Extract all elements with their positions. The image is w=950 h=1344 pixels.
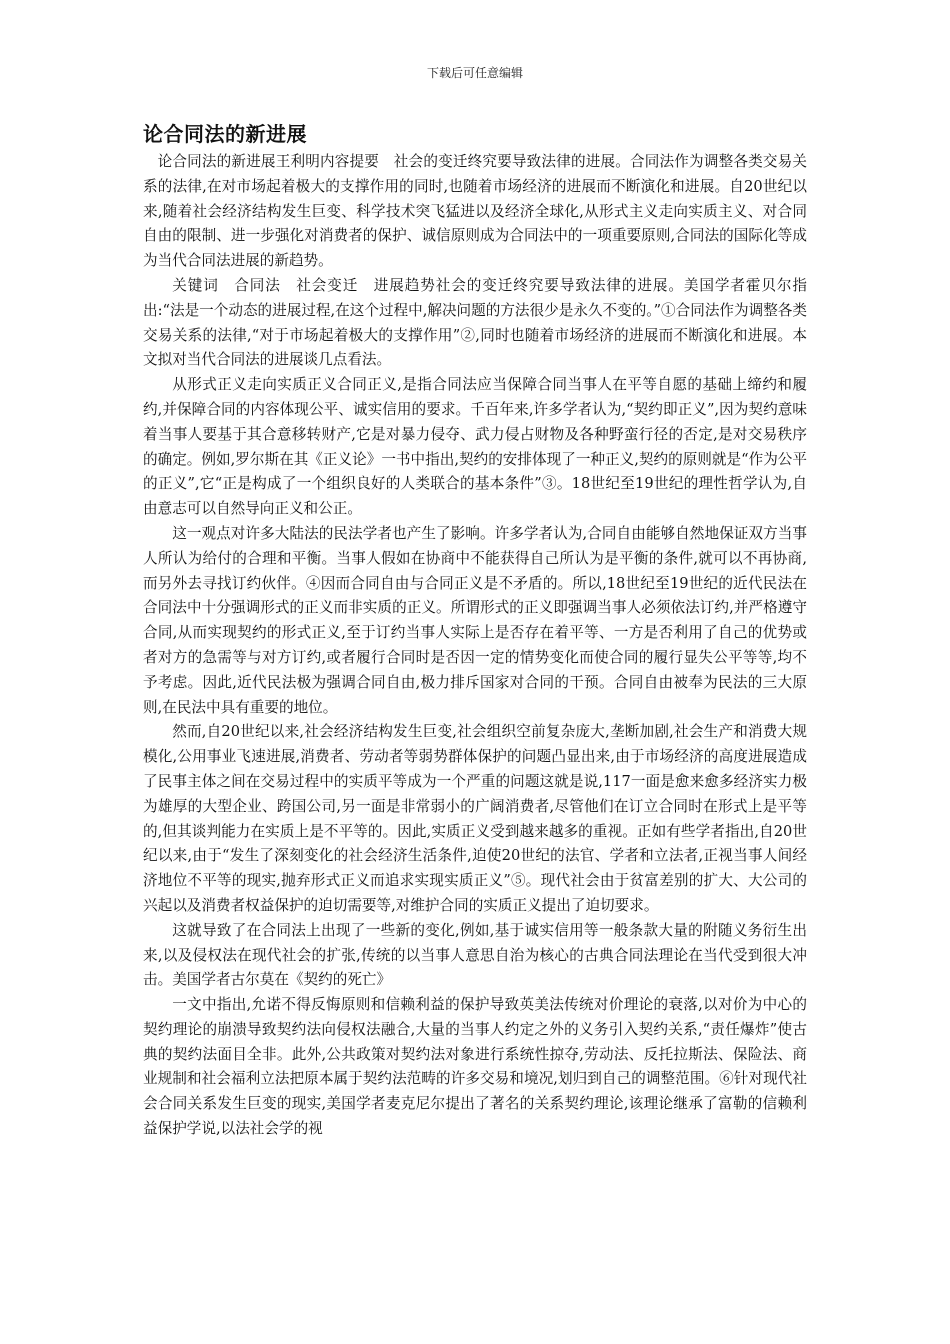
paragraph-abstract: 论合同法的新进展王利明内容提要 社会的变迁终究要导致法律的进展。合同法作为调整各类交易关系的法律,在对市场起着极大的支撑作用的同时,也随着市场经济的进展而不断演化和进展。自20世纪以来,随着社会经济结构发生巨变、科学技术突飞猛进以及经济全球化,从形式主义走向实质主义、对合同自由的限制、进一步强化对消费者的保护、诚信原则成为合同法中的一项重要原则,合同法的国际化等成为当代合同法进展的新趋势。 — [143, 153, 807, 270]
paragraph-formal-justice: 从形式正义走向实质正义合同正义,是指合同法应当保障合同当事人在平等自愿的基础上缔约和履约,并保障合同的内容体现公平、诚实信用的要求。千百年来,许多学者认为,“契约即正义”,因为契约意味着当事人要基于其合意移转财产,它是对暴力侵夺、武力侵占财物及各种野蛮行径的否定,是对交易秩序的确定。例如,罗尔斯在其《正义论》一书中指出,契约的安排体现了一种正义,契约的原则就是“作为公平的正义”,它“正是构成了一个组织良好的人类联合的基本条件”③。18世纪至19世纪的理性哲学认为,自由意志可以自然导向正义和公正。 — [143, 376, 807, 518]
paragraph-keywords: 关键词 合同法 社会变迁 进展趋势社会的变迁终究要导致法律的进展。美国学者霍贝尔指出:“法是一个动态的进展过程,在这个过程中,解决问题的方法很少是永久不变的。”①合同法作为调整各类交易关系的法律,“对于市场起着极大的支撑作用”②,同时也随着市场经济的进展而不断演化和进展。本文拟对当代合同法的进展谈几点看法。 — [143, 276, 807, 369]
article-title: 论合同法的新进展 — [143, 122, 307, 146]
paragraph-death-of-contract: 一文中指出,允诺不得反悔原则和信赖利益的保护导致英美法传统对价理论的衰落,以对价为中心的契约理论的崩溃导致契约法向侵权法融合,大量的当事人约定之外的义务引入契约关系,“责任爆炸”使古典的契约法面目全非。此外,公共政策对契约法对象进行系统性掠夺,劳动法、反托拉斯法、保险法、商业规制和社会福利立法把原本属于契约法范畴的许多交易和境况,划归到自己的调整范围。⑥针对现代社会合同关系发生巨变的现实,美国学者麦克尼尔提出了著名的关系契约理论,该理论继承了富勒的信赖利益保护学说,以法社会学的视 — [143, 996, 807, 1138]
paragraph-new-changes: 这就导致了在合同法上出现了一些新的变化,例如,基于诚实信用等一般条款大量的附随义务衍生出来,以及侵权法在现代社会的扩张,传统的以当事人意思自治为核心的古典合同法理论在当代受到很大冲击。美国学者古尔莫在《契约的死亡》 — [143, 921, 807, 989]
paragraph-civil-law-view: 这一观点对许多大陆法的民法学者也产生了影响。许多学者认为,合同自由能够自然地保证双方当事人所认为给付的合理和平衡。当事人假如在协商中不能获得自己所认为是平衡的条件,就可以不再协商,而另外去寻找订约伙伴。④因而合同自由与合同正义是不矛盾的。所以,18世纪至19世纪的近代民法在合同法中十分强调形式的正义而非实质的正义。所谓形式的正义即强调当事人必须依法订约,并严格遵守合同,从而实现契约的形式正义,至于订约当事人实际上是否存在着平等、一方是否利用了自己的优势或者对方的急需等与对方订约,或者履行合同时是否因一定的情势变化而使合同的履行显失公平等等,均不予考虑。因此,近代民法极为强调合同自由,极力排斥国家对合同的干预。合同自由被奉为民法的三大原则,在民法中具有重要的地位。 — [143, 524, 807, 716]
paragraph-substantive-justice: 然而,自20世纪以来,社会经济结构发生巨变,社会组织空前复杂庞大,垄断加剧,社会生产和消费大规模化,公用事业飞速进展,消费者、劳动者等弱势群体保护的问题凸显出来,由于市场经济的高度进展造成了民事主体之间在交易过程中的实质平等成为一个严重的问题这就是说,117一面是愈来愈多经济实力极为雄厚的大型企业、跨国公司,另一面是非常弱小的广阔消费者,尽管他们在订立合同时在形式上是平等的,但其谈判能力在实质上是不平等的。因此,实质正义受到越来越多的重视。正如有些学者指出,自20世纪以来,由于“发生了深刻变化的社会经济生活条件,迫使20世纪的法官、学者和立法者,正视当事人间经济地位不平等的现实,抛弃形式正义而追求实现实质正义”⑤。现代社会由于贫富差别的扩大、大公司的兴起以及消费者权益保护的迫切需要等,对维护合同的实质正义提出了迫切要求。 — [143, 723, 807, 914]
page-header-note: 下载后可任意编辑 — [426, 66, 523, 80]
article-body — [143, 120, 807, 1142]
